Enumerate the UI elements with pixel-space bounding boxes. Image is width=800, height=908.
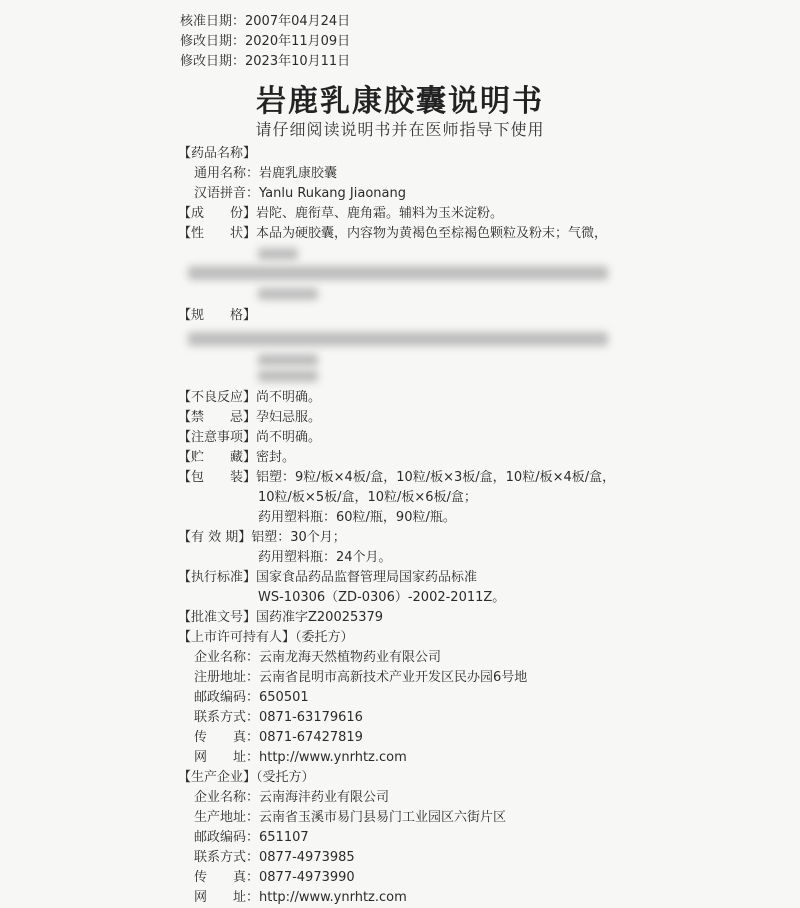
manufacturer-company: 企业名称：云南海沣药业有限公司 [194,790,390,805]
revision-date-1: 修改日期：2020年11月09日 [180,34,351,49]
approval-date: 核准日期：2007年04月24日 [180,14,351,29]
mah-company: 企业名称：云南龙海天然植物药业有限公司 [194,650,442,665]
storage: 【贮 藏】密封。 [178,450,296,465]
packaging-line-2: 10粒/板×5板/盒，10粒/板×6板/盒； [258,490,477,505]
approval-number: 【批准文号】国药准字Z20025379 [178,610,384,625]
standard-line-2: WS-10306（ZD-0306）-2002-2011Z。 [258,590,506,605]
generic-name: 通用名称：岩鹿乳康胶囊 [194,166,338,181]
manufacturer-fax: 传 真：0877-4973990 [194,870,355,885]
mah-postcode: 邮政编码：650501 [194,690,309,705]
validity-line-2: 药用塑料瓶：24个月。 [258,550,392,565]
validity-line-1: 【有 效 期】铝塑：30个月； [178,530,346,545]
leaflet-body [178,144,760,908]
specification-header: 【规 格】 [178,308,257,323]
packaging-line-1: 【包 装】铝塑：9粒/板×4板/盒，10粒/板×3板/盒，10粒/板×4板/盒， [178,470,616,485]
mah-address: 注册地址：云南省昆明市高新技术产业开发区民办园6号地 [194,670,528,685]
document-title: 岩鹿乳康胶囊说明书 [256,84,544,119]
manufacturer-header: 【生产企业】（受托方） [178,770,315,785]
standard-line-1: 【执行标准】国家食品药品监督管理局国家药品标准 [178,570,478,585]
pinyin-name: 汉语拼音：Yanlu Rukang Jiaonang [194,186,406,201]
manufacturer-postcode: 邮政编码：651107 [194,830,309,845]
drug-name-header: 【药品名称】 [178,146,257,161]
redacted-description [178,244,760,306]
precautions: 【注意事项】尚不明确。 [178,430,322,445]
manufacturer-website: 网 址：http://www.ynrhtz.com [194,890,407,905]
redacted-specification [178,326,760,388]
mah-fax: 传 真：0871-67427819 [194,730,363,745]
adverse-reactions: 【不良反应】尚不明确。 [178,390,322,405]
description: 【性 状】本品为硬胶囊，内容物为黄褐色至棕褐色颗粒及粉末；气微， [178,226,608,241]
manufacturer-address: 生产地址：云南省玉溪市易门县易门工业园区六街片区 [194,810,507,825]
manufacturer-phone: 联系方式：0877-4973985 [194,850,355,865]
mah-header: 【上市许可持有人】（委托方） [178,630,354,645]
contraindications: 【禁 忌】孕妇忌服。 [178,410,322,425]
ingredients: 【成 份】岩陀、鹿衔草、鹿角霜。辅料为玉米淀粉。 [178,206,504,221]
packaging-line-3: 药用塑料瓶：60粒/瓶，90粒/瓶。 [258,510,456,525]
document-subtitle: 请仔细阅读说明书并在医师指导下使用 [255,120,545,139]
mah-phone: 联系方式：0871-63179616 [194,710,363,725]
date-block [180,12,350,72]
revision-date-2: 修改日期：2023年10月11日 [180,54,351,69]
mah-website: 网 址：http://www.ynrhtz.com [194,750,407,765]
